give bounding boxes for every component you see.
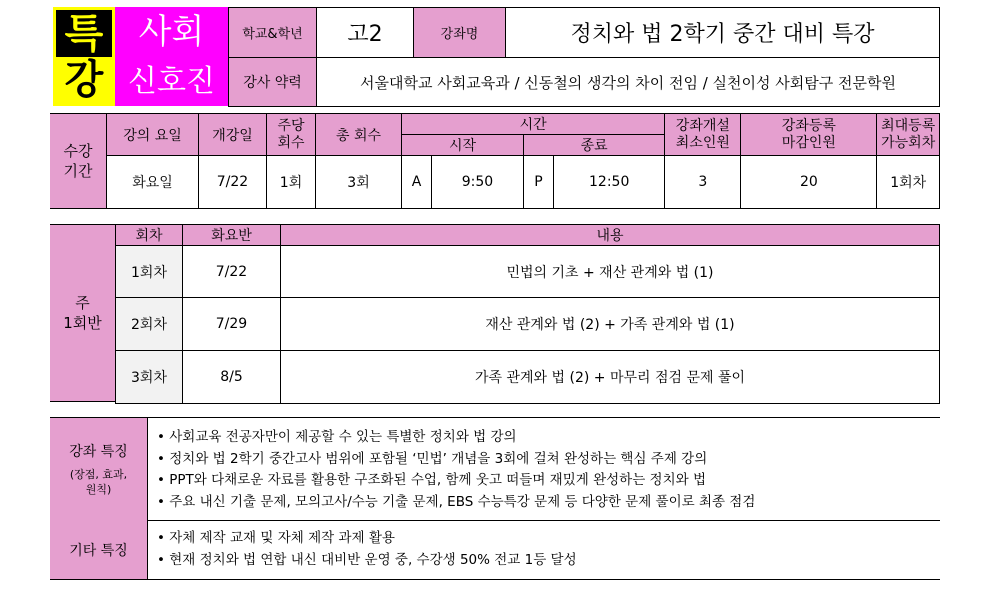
list-item: • 자체 제작 교재 및 자체 제작 과제 활용	[157, 530, 395, 546]
table-row	[116, 351, 940, 404]
table-row	[116, 246, 940, 298]
bio-label: 강사 약력	[229, 58, 317, 107]
start-date-header: 개강일	[199, 114, 267, 156]
header-info-table	[228, 7, 940, 107]
date-cell: 7/22	[183, 246, 281, 298]
end-ampm: P	[524, 156, 554, 209]
day-value: 화요일	[107, 156, 199, 209]
time-header: 시간	[402, 114, 665, 135]
grade-label: 학교&학년	[229, 8, 317, 58]
grade-value: 고2	[317, 8, 414, 58]
weekly-header: 주당 회수	[267, 114, 316, 156]
subject-label: 사회	[115, 7, 228, 57]
course-label: 강좌명	[414, 8, 506, 58]
schedule-table	[106, 113, 940, 209]
sessions-side-label: 주 1회반	[50, 224, 115, 402]
teacher-name: 신호진	[115, 57, 228, 106]
max-value: 1회차	[877, 156, 940, 209]
schedule-side-label: 수강 기간	[50, 113, 106, 209]
weekly-value: 1회	[267, 156, 316, 209]
round-cell: 2회차	[116, 298, 183, 351]
content-cell: 민법의 기초 + 재산 관계와 법 (1)	[281, 246, 940, 298]
round-cell: 1회차	[116, 246, 183, 298]
start-time: 9:50	[432, 156, 524, 209]
date-header: 화요반	[183, 225, 281, 246]
list-item: • 현재 정치와 법 연합 내신 대비반 운영 중, 수강생 50% 전교 1등 달성	[157, 551, 577, 568]
min-value: 3	[665, 156, 741, 209]
list-item: • 사회교육 전공자만이 제공할 수 있는 특별한 정치와 법 강의	[157, 429, 517, 445]
badge-top: 특	[53, 7, 115, 57]
list-item: • PPT와 다채로운 자료를 활용한 구조화된 수업, 함께 웃고 떠들며 재밌게 완성하는 정치와 법	[157, 472, 707, 488]
start-ampm: A	[402, 156, 432, 209]
course-title: 정치와 법 2학기 중간 대비 특강	[506, 8, 940, 58]
other-list	[148, 520, 940, 580]
sessions-table	[115, 224, 940, 404]
round-header: 회차	[116, 225, 183, 246]
round-cell: 3회차	[116, 351, 183, 404]
end-header: 종료	[524, 135, 665, 156]
features-list	[148, 417, 940, 521]
features-label: 강좌 특징 (장점, 효과, 원칙)	[50, 417, 148, 521]
day-header: 강의 요일	[107, 114, 199, 156]
min-header: 강좌개설 최소인원	[665, 114, 741, 156]
deadline-header: 강좌등록 마감인원	[741, 114, 877, 156]
content-cell: 가족 관계와 법 (2) + 마무리 점검 문제 풀이	[281, 351, 940, 404]
list-item: • 주요 내신 기출 문제, 모의고사/수능 기출 문제, EBS 수능특강 문제 등 다양한 문제 풀이로 최종 점검	[157, 493, 756, 510]
content-cell: 재산 관계와 법 (2) + 가족 관계와 법 (1)	[281, 298, 940, 351]
other-label: 기타 특징	[50, 520, 148, 580]
bio-value: 서울대학교 사회교육과 / 신동철의 생각의 차이 전임 / 실천이성 사회탐구 전문학원	[317, 58, 940, 107]
table-row	[116, 298, 940, 351]
total-header: 총 회수	[316, 114, 402, 156]
content-header: 내용	[281, 225, 940, 246]
total-value: 3회	[316, 156, 402, 209]
badge-bottom: 강	[53, 57, 115, 106]
start-date-value: 7/22	[199, 156, 267, 209]
deadline-value: 20	[741, 156, 877, 209]
date-cell: 7/29	[183, 298, 281, 351]
max-header: 최대등록 가능회차	[877, 114, 940, 156]
list-item: • 정치와 법 2학기 중간고사 범위에 포함될 ‘민법’ 개념을 3회에 걸쳐 완성하는 핵심 주제 강의	[157, 450, 708, 467]
end-time: 12:50	[554, 156, 665, 209]
start-header: 시작	[402, 135, 524, 156]
date-cell: 8/5	[183, 351, 281, 404]
